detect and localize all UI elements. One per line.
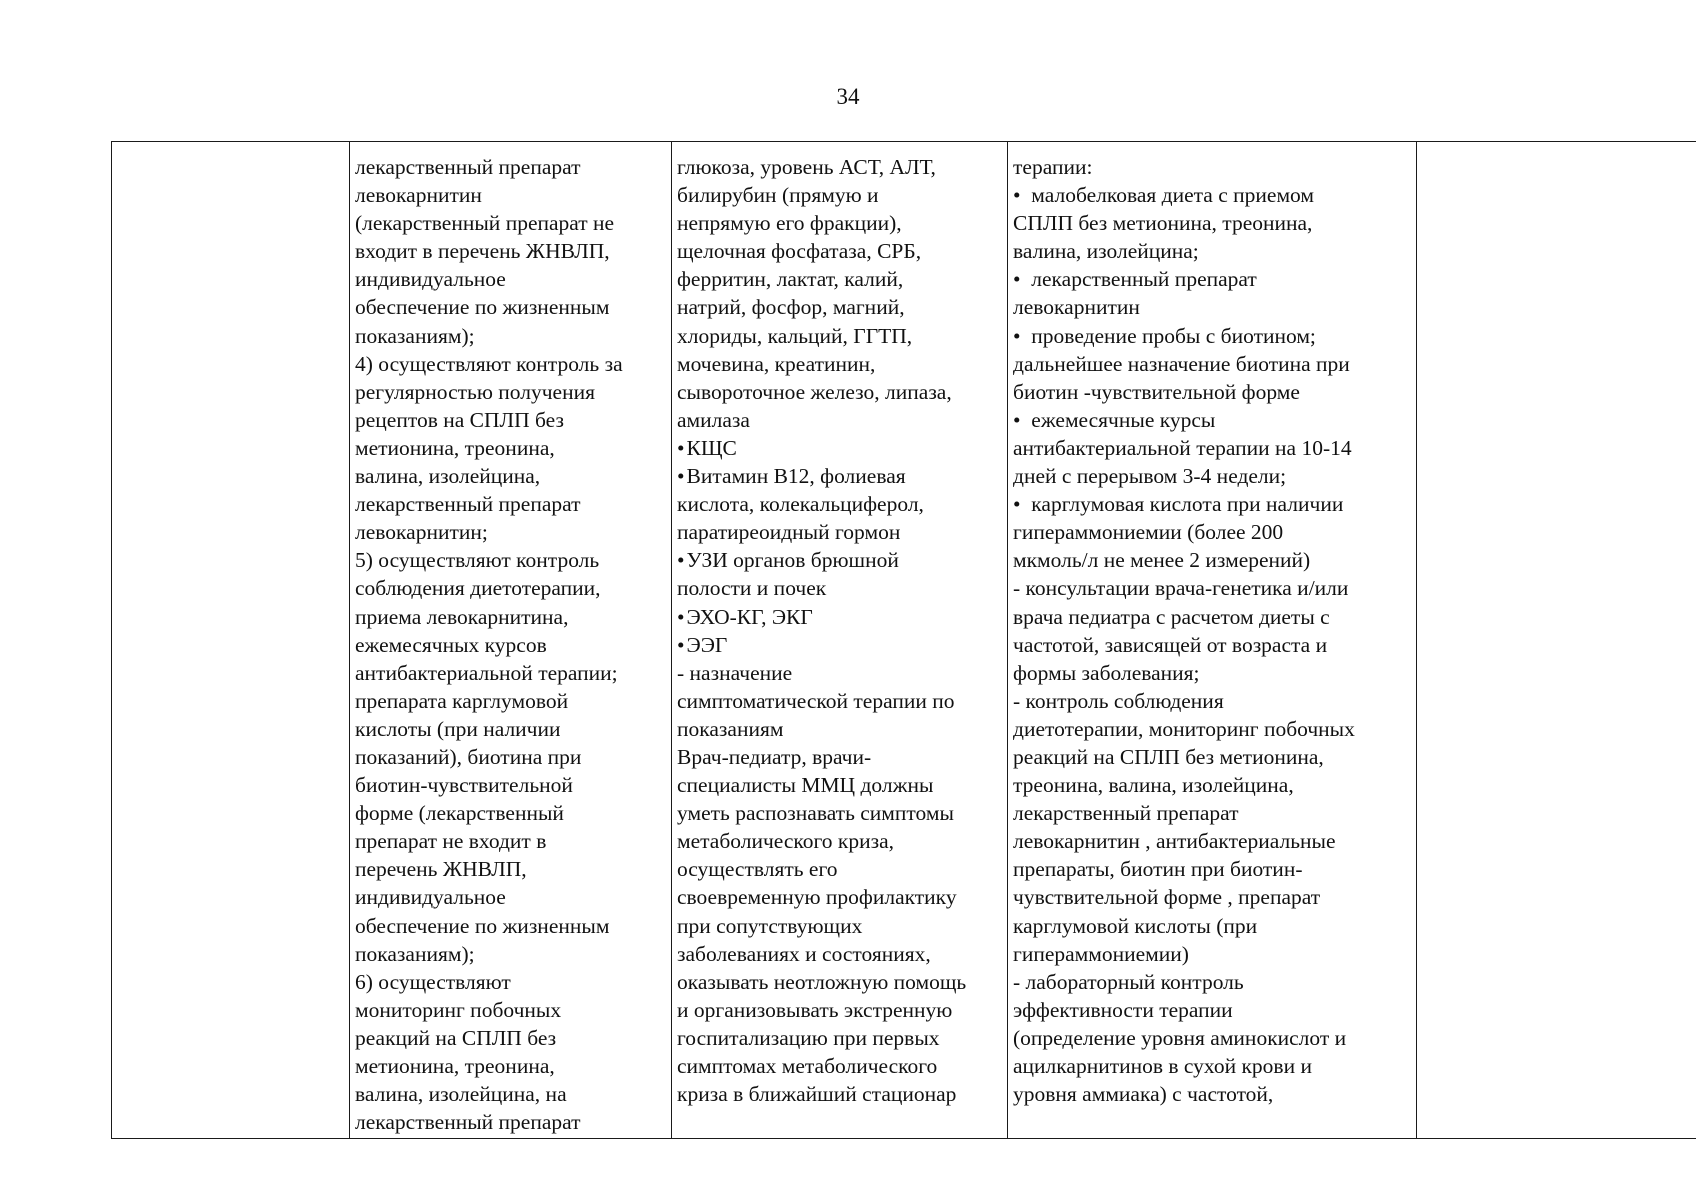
col4-text-line: • ежемесячные курсы bbox=[1013, 406, 1413, 434]
col3-text-line: ферритин, лактат, калий, bbox=[677, 267, 904, 292]
col3-text-line: криза в ближайший стационар bbox=[677, 1082, 957, 1107]
col2-text-line: левокарнитин bbox=[355, 183, 482, 208]
col2-text-line: показаниям); bbox=[355, 941, 475, 966]
col2-text-line: (лекарственный препарат не bbox=[355, 211, 615, 236]
col4-text-line: ацилкарнитинов в сухой крови и bbox=[1013, 1054, 1312, 1078]
col3-text-line: • УЗИ органов брюшной bbox=[677, 546, 1004, 574]
col4-text-line: дальнейшее назначение биотина при bbox=[1013, 351, 1350, 376]
col3-text-line: показаниям bbox=[677, 716, 784, 741]
table-row bbox=[112, 142, 1696, 1139]
col3-text-line: осуществлять его bbox=[677, 857, 838, 882]
col4-text-line: гипераммониемии (более 200 bbox=[1013, 520, 1284, 545]
col4-text-line: СПЛП без метионина, треонина, bbox=[1013, 211, 1313, 236]
col3-text-line: заболеваниях и состояниях, bbox=[677, 941, 931, 966]
col3-text-line: метаболического криза, bbox=[677, 829, 895, 854]
col3-text-line: симптомах метаболического bbox=[677, 1054, 938, 1078]
col4-text-line: треонина, валина, изолейцина, bbox=[1013, 773, 1294, 798]
col2-text-line: обеспечение по жизненным bbox=[355, 913, 610, 938]
col2-text-line: антибактериальной терапии; bbox=[355, 660, 618, 685]
col2-text-line: биотин-чувствительной bbox=[355, 773, 573, 798]
table-cell-col3 bbox=[672, 142, 1008, 1139]
col3-text-line: • ЭХО-КГ, ЭКГ bbox=[677, 603, 1004, 631]
col4-text-line: частотой, зависящей от возраста и bbox=[1013, 632, 1328, 657]
col4-text-line: терапии: bbox=[1013, 155, 1093, 179]
col3-text-line: • Витамин В12, фолиевая bbox=[677, 462, 1004, 490]
col2-text-line: валина, изолейцина, на bbox=[355, 1082, 567, 1107]
col3-text-line: щелочная фосфатаза, СРБ, bbox=[677, 239, 922, 264]
col3-text-line: • КЩС bbox=[677, 434, 1004, 462]
col4-text-line: (определение уровня аминокислот и bbox=[1013, 1025, 1347, 1050]
col2-text-line: препарат не входит в bbox=[355, 829, 547, 854]
col3-text-line: сывороточное железо, липаза, bbox=[677, 379, 952, 404]
col4-text-line: валина, изолейцина; bbox=[1013, 239, 1199, 264]
col2-text-line: препарата карглумовой bbox=[355, 688, 569, 713]
col4-text-line: лекарственный препарат bbox=[1013, 801, 1239, 826]
col4-text-line: гипераммониемии) bbox=[1013, 941, 1189, 966]
page-number: 34 bbox=[836, 84, 860, 109]
col4-text-line: • карглумовая кислота при наличии bbox=[1013, 490, 1413, 518]
col2-text-line: 4) осуществляют контроль за bbox=[355, 351, 623, 376]
col2-text-line: лекарственный препарат bbox=[355, 155, 581, 179]
col2-text-line: индивидуальное bbox=[355, 885, 506, 910]
col3-text-line: хлориды, кальций, ГГТП, bbox=[677, 323, 913, 348]
col4-text-line: дней с перерывом 3-4 недели; bbox=[1013, 464, 1287, 489]
col3-text-line: паратиреоидный гормон bbox=[677, 520, 901, 545]
col4-text-line: - контроль соблюдения bbox=[1013, 688, 1224, 713]
document-table bbox=[111, 141, 1696, 1139]
col4-text-line: эффективности терапии bbox=[1013, 997, 1233, 1022]
col2-text-line: реакций на СПЛП без bbox=[355, 1025, 557, 1050]
col2-text-line: левокарнитин; bbox=[355, 520, 488, 545]
col3-text-line: Врач-педиатр, врачи- bbox=[677, 744, 872, 769]
col2-text-line: показаний), биотина при bbox=[355, 744, 582, 769]
col4-text-line: • лекарственный препарат bbox=[1013, 265, 1413, 293]
col4-text-line: врача педиатра с расчетом диеты с bbox=[1013, 604, 1330, 629]
col2-text-line: рецептов на СПЛП без bbox=[355, 407, 564, 432]
col2-text-line: мониторинг побочных bbox=[355, 997, 562, 1022]
col4-text-line: формы заболевания; bbox=[1013, 660, 1200, 685]
table-cell-col1 bbox=[112, 142, 350, 1139]
col3-text-line: при сопутствующих bbox=[677, 913, 863, 938]
col2-text-line: 6) осуществляют bbox=[355, 969, 511, 994]
table-cell-col5 bbox=[1417, 142, 1696, 1139]
col4-text-line: препараты, биотин при биотин- bbox=[1013, 857, 1303, 882]
col4-text-line: левокарнитин bbox=[1013, 295, 1140, 320]
col4-text-line: диетотерапии, мониторинг побочных bbox=[1013, 716, 1355, 741]
col3-text-line: уметь распознавать симптомы bbox=[677, 801, 954, 826]
col3-text-line: - назначение bbox=[677, 660, 793, 685]
col4-text-line: уровня аммиака) с частотой, bbox=[1013, 1082, 1274, 1107]
col4-text-line: мкмоль/л не менее 2 измерений) bbox=[1013, 548, 1311, 573]
col2-text-line: обеспечение по жизненным bbox=[355, 295, 610, 320]
col4-text-line: • малобелковая диета с приемом bbox=[1013, 181, 1413, 209]
col3-text-line: полости и почек bbox=[677, 576, 827, 601]
col2-text-line: входит в перечень ЖНВЛП, bbox=[355, 239, 610, 264]
col2-text-line: кислоты (при наличии bbox=[355, 716, 561, 741]
col3-text-line: • ЭЭГ bbox=[677, 631, 1004, 659]
col4-text-line: карглумовой кислоты (при bbox=[1013, 913, 1258, 938]
col2-text-line: валина, изолейцина, bbox=[355, 464, 541, 489]
col2-text-line: показаниям); bbox=[355, 323, 475, 348]
col3-text-line: глюкоза, уровень АСТ, АЛТ, bbox=[677, 155, 936, 179]
col2-text-line: ежемесячных курсов bbox=[355, 632, 547, 657]
col4-text-line: • проведение пробы с биотином; bbox=[1013, 322, 1413, 350]
table-cell-col2 bbox=[350, 142, 672, 1139]
col3-text-line: амилаза bbox=[677, 407, 750, 432]
col3-text-line: своевременную профилактику bbox=[677, 885, 957, 910]
col2-text-line: приема левокарнитина, bbox=[355, 604, 569, 629]
col3-text-line: симптоматической терапии по bbox=[677, 688, 955, 713]
col2-text-line: метионина, треонина, bbox=[355, 1054, 555, 1078]
col3-text-line: и организовывать экстренную bbox=[677, 997, 953, 1022]
col2-text-line: лекарственный препарат bbox=[355, 492, 581, 517]
col2-text-line: регулярностью получения bbox=[355, 379, 595, 404]
col2-text-line: перечень ЖНВЛП, bbox=[355, 857, 527, 882]
col2-text-line: соблюдения диетотерапии, bbox=[355, 576, 601, 601]
col4-text-line: антибактериальной терапии на 10-14 bbox=[1013, 435, 1352, 460]
col3-text-line: оказывать неотложную помощь bbox=[677, 969, 967, 994]
col2-text-line: 5) осуществляют контроль bbox=[355, 548, 600, 573]
col3-text-line: мочевина, креатинин, bbox=[677, 351, 876, 376]
col3-text-line: натрий, фосфор, магний, bbox=[677, 295, 905, 320]
col4-text-line: - консультации врача-генетика и/или bbox=[1013, 576, 1349, 601]
col2-text-line: индивидуальное bbox=[355, 267, 506, 292]
col3-text-line: непрямую его фракции), bbox=[677, 211, 902, 236]
col2-text-line: форме (лекарственный bbox=[355, 801, 564, 826]
col3-text-line: кислота, колекальциферол, bbox=[677, 492, 924, 517]
table-cell-col4 bbox=[1008, 142, 1417, 1139]
col4-text-line: левокарнитин , антибактериальные bbox=[1013, 829, 1336, 854]
col2-text-line: лекарственный препарат bbox=[355, 1110, 581, 1135]
col3-text-line: билирубин (прямую и bbox=[677, 183, 879, 208]
col3-text-line: госпитализацию при первых bbox=[677, 1025, 940, 1050]
col4-text-line: - лабораторный контроль bbox=[1013, 969, 1244, 994]
col3-text-line: специалисты ММЦ должны bbox=[677, 773, 934, 798]
col4-text-line: биотин -чувствительной форме bbox=[1013, 379, 1300, 404]
col4-text-line: чувствительной форме , препарат bbox=[1013, 885, 1321, 910]
col4-text-line: реакций на СПЛП без метионина, bbox=[1013, 744, 1324, 769]
col2-text-line: метионина, треонина, bbox=[355, 435, 555, 460]
